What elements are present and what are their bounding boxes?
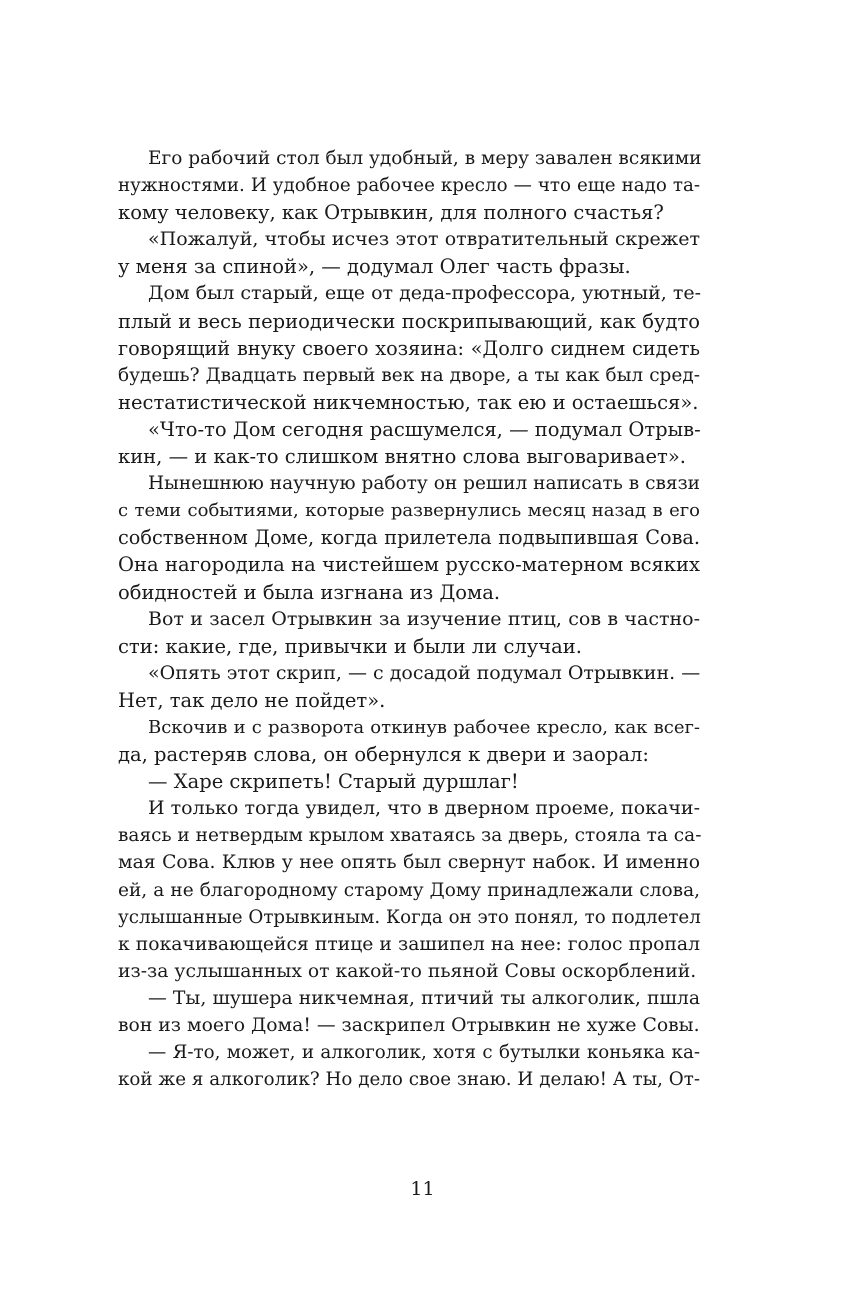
text-line: из-за услышанных от какой-то пьяной Совы оскорблений. [118,960,697,982]
text-line: «Пожалуй, чтобы исчез этот отвратительный скрежет [148,228,700,251]
text-line: «Опять этот скрип, — с досадой подумал Отрывкин. — [148,661,701,684]
text-line: — Ты, шушера никчемная, птичий ты алкоголик, пшла [148,987,700,1009]
text-line: у меня за спиной», — додумал Олег часть фразы. [118,255,631,279]
text-line: Его рабочий стол был удобный, в меру завален всякими [148,148,702,169]
text-line: ей, а не благородному старому Дому принадлежали слова, [118,879,700,901]
page-number: 11 [410,1178,435,1200]
text-line: к покачивающейся птице и зашипел на нее: голос пропал [118,933,700,955]
text-line: говорящий внуку своего хозяина: «Долго сиднем сидеть [118,336,700,360]
text-line: кин, — и как-то слишком внятно слова выговаривает». [118,445,686,469]
text-line: нестатистической никчемностью, так ею и остаешься». [118,390,699,414]
text-line: нужностями. И удобное рабочее кресло — что еще надо та- [118,175,700,197]
text-line: мая Сова. Клюв у нее опять был свернут набок. И именно [118,852,700,874]
text-line: собственном Доме, когда прилетела подвыпившая Сова. [118,526,700,550]
text-line: услышанные Отрывкиным. Когда он это понял, то подлетел [118,906,701,928]
text-line: Вот и засел Отрывкин за изучение птиц, сов в частно- [148,607,700,630]
text-line: — Я-то, может, и алкоголик, хотя с бутылки коньяка ка- [148,1042,700,1064]
body-text [118,145,700,1093]
text-line: обидностей и была изгнана из Дома. [118,580,501,604]
text-line: да, растеряв слова, он обернулся к двери и заорал: [118,743,649,767]
text-line: с теми событиями, которые развернулись месяц назад в его [118,500,700,522]
text-line: кому человеку, как Отрывкин, для полного счастья? [118,201,664,225]
text-line: Она нагородила на чистейшем русско-матерном всяких [118,553,700,577]
text-line: «Что-то Дом сегодня расшумелся, — подумал Отрыв- [148,417,701,441]
text-line: кой же я алкоголик? Но дело свое знаю. И делаю! А ты, От- [118,1069,700,1091]
text-line: ваясь и нетвердым крылом хватаясь за дверь, стояла та са- [118,825,702,847]
text-line: Вскочив и с разворота откинув рабочее кресло, как всег- [148,716,700,738]
text-line: сти: какие, где, привычки и были ли случаи. [118,634,582,658]
text-line: И только тогда увидел, что в дверном проеме, покачи- [148,797,700,820]
text-line: — Харе скрипеть! Старый дуршлаг! [148,770,519,794]
text-line: Нет, так дело не пойдет». [118,688,386,712]
text-line: вон из моего Дома! — заскрипел Отрывкин не хуже Совы. [118,1015,700,1036]
text-line: плый и весь периодически поскрипывающий, как будто [118,309,700,333]
text-line: Дом был старый, еще от деда-профессора, уютный, те- [148,282,702,305]
text-line: будешь? Двадцать первый век на дворе, а ты как был сред- [118,364,700,386]
text-line: Нынешнюю научную работу он решил написать в связи [148,473,700,495]
